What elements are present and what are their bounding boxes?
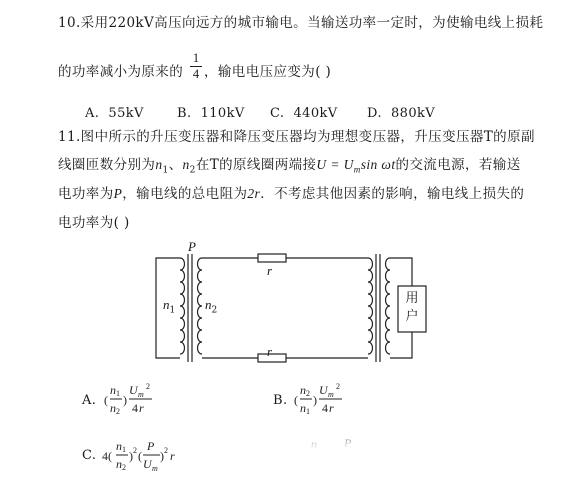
- svg-text:n: n: [300, 383, 306, 397]
- svg-text:1: 1: [122, 445, 126, 454]
- q11-line1: 11.图中所示的升压变压器和降压变压器均为理想变压器，升压变压器T的原副: [58, 129, 535, 145]
- load-wire-bottom: [390, 332, 412, 358]
- user-box-label: 用户: [405, 291, 419, 324]
- label-n2: [205, 297, 217, 316]
- primary-coil: [180, 258, 185, 354]
- option-label: A.: [85, 106, 100, 121]
- svg-text:): ): [123, 393, 127, 407]
- svg-text:U: U: [319, 383, 328, 397]
- svg-text:(: (: [294, 393, 298, 407]
- svg-text:2: 2: [146, 382, 150, 391]
- svg-text:r: r: [139, 401, 144, 415]
- label-r-bottom: r: [267, 344, 273, 359]
- q11-text: 的交流电源，若输送: [395, 157, 521, 173]
- svg-text:): ): [160, 449, 164, 463]
- svg-text:U: U: [129, 383, 138, 397]
- answer-a-label: A.: [82, 393, 97, 408]
- n1-subscript: 1: [162, 165, 169, 176]
- svg-text:m: m: [138, 390, 144, 399]
- q10-line1: 10.采用220kV高压向远方的城市输电。当输送功率一定时，为使输电线上损耗: [58, 15, 544, 31]
- option-text: 55kV: [108, 106, 144, 121]
- svg-text:P: P: [147, 439, 155, 453]
- svg-text:2: 2: [306, 389, 310, 398]
- svg-text:): ): [313, 393, 317, 407]
- q11-text: 电功率为: [58, 186, 114, 202]
- option-label: D.: [367, 106, 382, 121]
- power-symbol: P: [113, 186, 123, 201]
- svg-text:4(: 4(: [102, 449, 112, 463]
- n2-sub: 2: [211, 305, 218, 316]
- answer-a-formula: [104, 380, 164, 420]
- svg-text:4: 4: [132, 401, 138, 415]
- svg-text:n: n: [116, 439, 122, 453]
- svg-text:2: 2: [336, 382, 340, 391]
- q10-frac-num: 1: [192, 51, 200, 65]
- answer-c-label: C.: [82, 448, 97, 463]
- svg-text:n: n: [110, 401, 116, 415]
- q10-option-d: [367, 105, 435, 123]
- resistance-symbol: 2r: [247, 186, 261, 201]
- voltage-formula: U = U: [316, 157, 354, 172]
- q11-text: ．不考虑其他因素的影响，输电线上损失的: [260, 186, 525, 202]
- cropped-blur-overlay: [300, 438, 569, 478]
- label-P: P: [188, 239, 196, 254]
- load-wire-top: [390, 258, 412, 286]
- stepdown-secondary-coil: [386, 258, 391, 354]
- n1-letter: n: [163, 297, 170, 312]
- svg-text:(: (: [104, 393, 108, 407]
- label-n1: [163, 297, 175, 316]
- answer-c-formula: [102, 436, 192, 476]
- formula-tail: sin ωt: [360, 157, 396, 172]
- separator: 、: [168, 157, 183, 173]
- q11-line4: 电功率为( ): [58, 215, 130, 231]
- svg-text:U: U: [143, 457, 152, 471]
- svg-text:1: 1: [116, 389, 120, 398]
- svg-text:): ): [129, 449, 133, 463]
- option-label: B.: [177, 106, 192, 121]
- svg-text:2: 2: [116, 407, 120, 416]
- svg-text:2: 2: [122, 463, 126, 472]
- circuit-diagram: [150, 240, 440, 375]
- option-label: C.: [270, 106, 285, 121]
- svg-text:m: m: [152, 464, 158, 473]
- n2-subscript: 2: [189, 165, 196, 176]
- stepdown-primary-coil: [368, 258, 373, 354]
- n2-letter: n: [205, 297, 212, 312]
- q10-fraction: [190, 52, 202, 81]
- option-text: 440kV: [293, 106, 338, 121]
- q11-text: 在T的原线圈两端接: [195, 157, 317, 173]
- q10-line2-prefix: 的功率减小为原来的: [58, 64, 184, 80]
- q11-text: 线圈匝数分别为: [58, 157, 156, 173]
- q11-line2: [58, 156, 521, 180]
- secondary-coil: [198, 258, 203, 354]
- svg-text:n: n: [110, 383, 116, 397]
- option-text: 880kV: [390, 106, 436, 121]
- n1-sub: 1: [169, 305, 176, 316]
- q11-line3: [58, 185, 524, 203]
- n1-symbol: n: [155, 157, 163, 172]
- svg-text:(: (: [138, 449, 142, 463]
- answer-b-label: B.: [273, 393, 288, 408]
- svg-text:1: 1: [306, 407, 310, 416]
- formula-subscript: m: [353, 164, 361, 175]
- n2-symbol: n: [182, 157, 190, 172]
- svg-text:4: 4: [322, 401, 328, 415]
- resistor-top: [258, 254, 286, 262]
- label-r-top: r: [267, 263, 273, 278]
- svg-text:2: 2: [133, 446, 137, 455]
- answer-b-formula: [294, 380, 354, 420]
- q10-option-a: [85, 105, 144, 123]
- q11-text: ，输电线的总电阻为: [122, 186, 248, 202]
- svg-text:n: n: [116, 457, 122, 471]
- q10-line2-suffix: ，输电电压应变为( ): [204, 64, 332, 80]
- option-text: 110kV: [200, 106, 245, 121]
- q10-option-b: [177, 105, 245, 123]
- q10-frac-den: 4: [192, 67, 200, 81]
- svg-text:n: n: [300, 401, 306, 415]
- svg-text:2: 2: [164, 446, 168, 455]
- svg-text:r: r: [170, 449, 175, 463]
- svg-text:m: m: [328, 390, 334, 399]
- q10-option-c: [270, 105, 338, 123]
- svg-text:r: r: [329, 401, 334, 415]
